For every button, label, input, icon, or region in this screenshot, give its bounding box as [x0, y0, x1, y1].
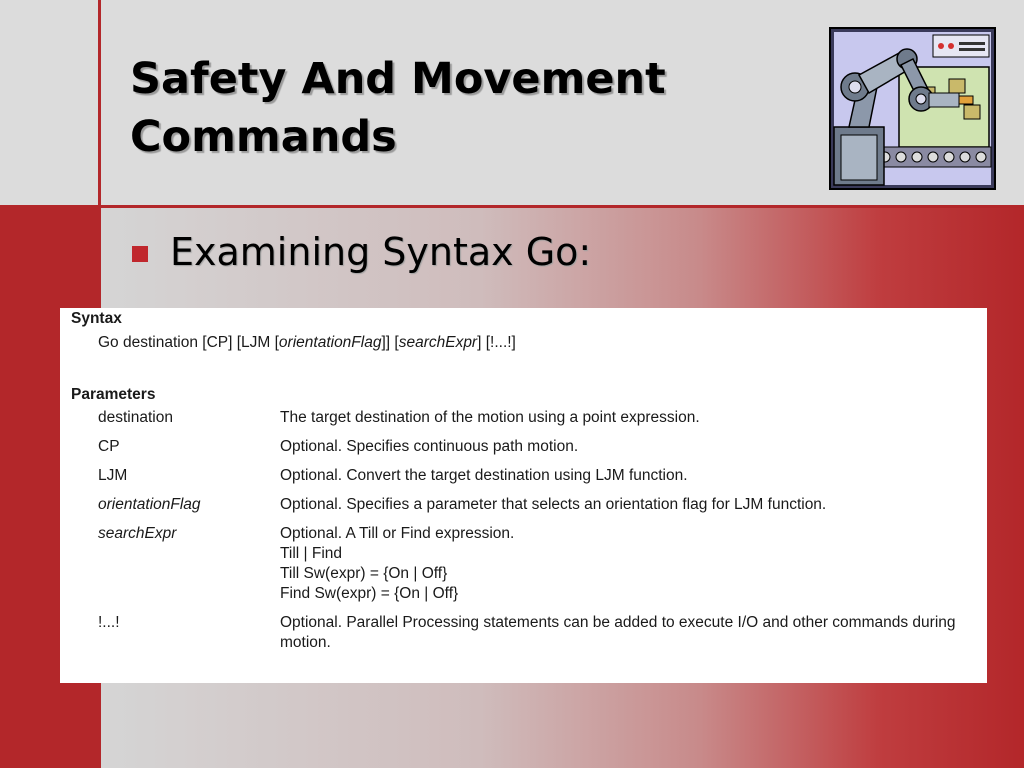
- table-row: [96, 524, 980, 613]
- syntax-part: orientationFlag: [278, 334, 382, 351]
- square-bullet-icon: [132, 246, 148, 262]
- parameter-name: orientationFlag: [98, 496, 201, 513]
- syntax-part: searchExpr: [398, 334, 478, 351]
- table-row: [96, 495, 980, 524]
- parameters-heading: Parameters: [71, 386, 156, 403]
- parameter-desc-text: Optional. Parallel Processing statements can be added to execute I/O and other commands during motion.: [280, 614, 956, 651]
- syntax-part: ]] [: [381, 334, 399, 351]
- table-row: [96, 437, 980, 466]
- parameter-description: [280, 466, 980, 495]
- syntax-heading: Syntax: [71, 310, 122, 327]
- parameter-name: CP: [98, 438, 120, 455]
- parameter-description: [280, 524, 980, 613]
- parameter-desc-extra: Find Sw(expr) = {On | Off}: [280, 585, 459, 602]
- parameter-desc-text: The target destination of the motion using a point expression.: [280, 409, 700, 426]
- parameters-table: [96, 408, 980, 662]
- parameter-desc-text: Optional. Convert the target destination using LJM function.: [280, 467, 688, 484]
- bullet-item: [132, 230, 591, 274]
- syntax-document-image: [60, 308, 987, 683]
- slide-title: Safety And Movement Commands: [130, 54, 666, 162]
- table-row: [96, 466, 980, 495]
- parameter-desc-text: Optional. A Till or Find expression.: [280, 525, 515, 542]
- parameter-description: [280, 408, 980, 437]
- parameter-name: searchExpr: [98, 525, 177, 542]
- parameter-name: !...!: [98, 614, 120, 631]
- syntax-part: Go destination [CP] [LJM [: [98, 334, 279, 351]
- parameter-description: [280, 495, 980, 524]
- parameter-name: LJM: [98, 467, 128, 484]
- horizontal-accent-line: [0, 205, 1024, 208]
- parameter-desc-text: Optional. Specifies a parameter that selects an orientation flag for LJM function.: [280, 496, 827, 513]
- parameter-description: [280, 613, 980, 662]
- table-row: [96, 613, 980, 662]
- bullet-text: Examining Syntax Go:: [170, 230, 592, 274]
- syntax-line: [98, 334, 516, 352]
- parameter-desc-text: Optional. Specifies continuous path motion.: [280, 438, 579, 455]
- parameter-desc-extra: Till | Find: [280, 545, 343, 562]
- parameter-description: [280, 437, 980, 466]
- syntax-part: ] [!...!]: [477, 334, 516, 351]
- parameter-name: destination: [98, 409, 173, 426]
- parameter-desc-extra: Till Sw(expr) = {On | Off}: [280, 565, 448, 582]
- table-row: [96, 408, 980, 437]
- industrial-robot-arm-icon: [829, 27, 996, 190]
